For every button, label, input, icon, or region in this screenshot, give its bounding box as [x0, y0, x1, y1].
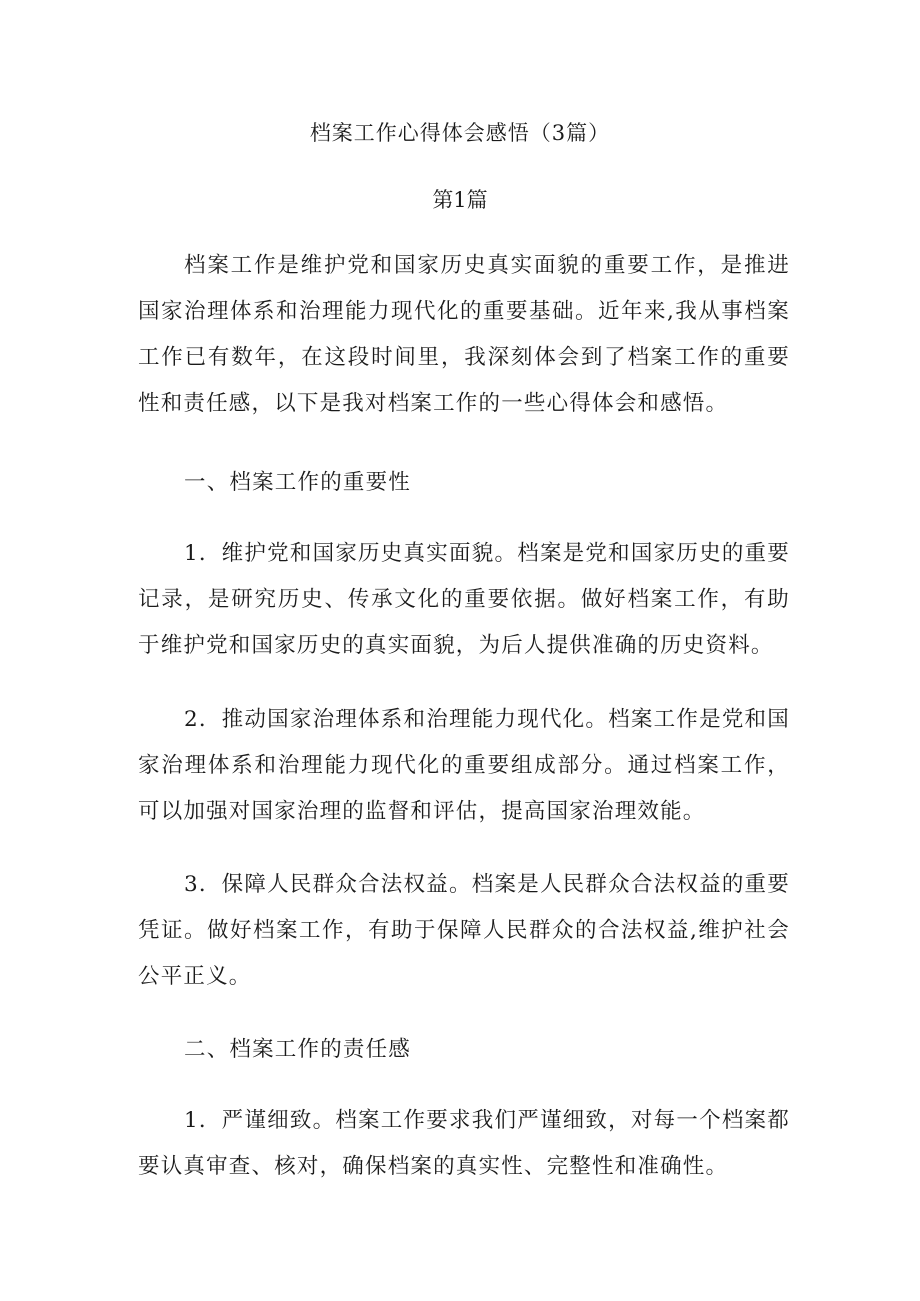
chapter-label: 第1篇 [432, 188, 488, 212]
intro-paragraph: 档案工作是维护党和国家历史真实面貌的重要工作，是推进国家治理体系和治理能力现代化的重要基础。近年来,我从事档案工作已有数年，在这段时间里，我深刻体会到了档案工作的重要性和责任感，以下是我对档案工作的一些心得体会和感悟。 [138, 253, 790, 416]
section-heading-responsibility: 二、档案工作的责任感 [184, 1037, 412, 1062]
list-item: 2．推动国家治理体系和治理能力现代化。档案工作是党和国家治理体系和治理能力现代化的重要组成部分。通过档案工作，可以加强对国家治理的监督和评估，提高国家治理效能。 [138, 707, 790, 824]
document-title: 档案工作心得体会感悟（3篇） [309, 121, 611, 145]
section-heading-importance: 一、档案工作的重要性 [184, 470, 412, 495]
list-item: 3．保障人民群众合法权益。档案是人民群众合法权益的重要凭证。做好档案工作，有助于保障人民群众的合法权益,维护社会公平正义。 [138, 872, 790, 989]
list-item: 1．维护党和国家历史真实面貌。档案是党和国家历史的重要记录，是研究历史、传承文化的重要依据。做好档案工作，有助于维护党和国家历史的真实面貌，为后人提供准确的历史资料。 [138, 541, 790, 658]
list-item: 1．严谨细致。档案工作要求我们严谨细致，对每一个档案都要认真审查、核对，确保档案的真实性、完整性和准确性。 [138, 1108, 790, 1179]
